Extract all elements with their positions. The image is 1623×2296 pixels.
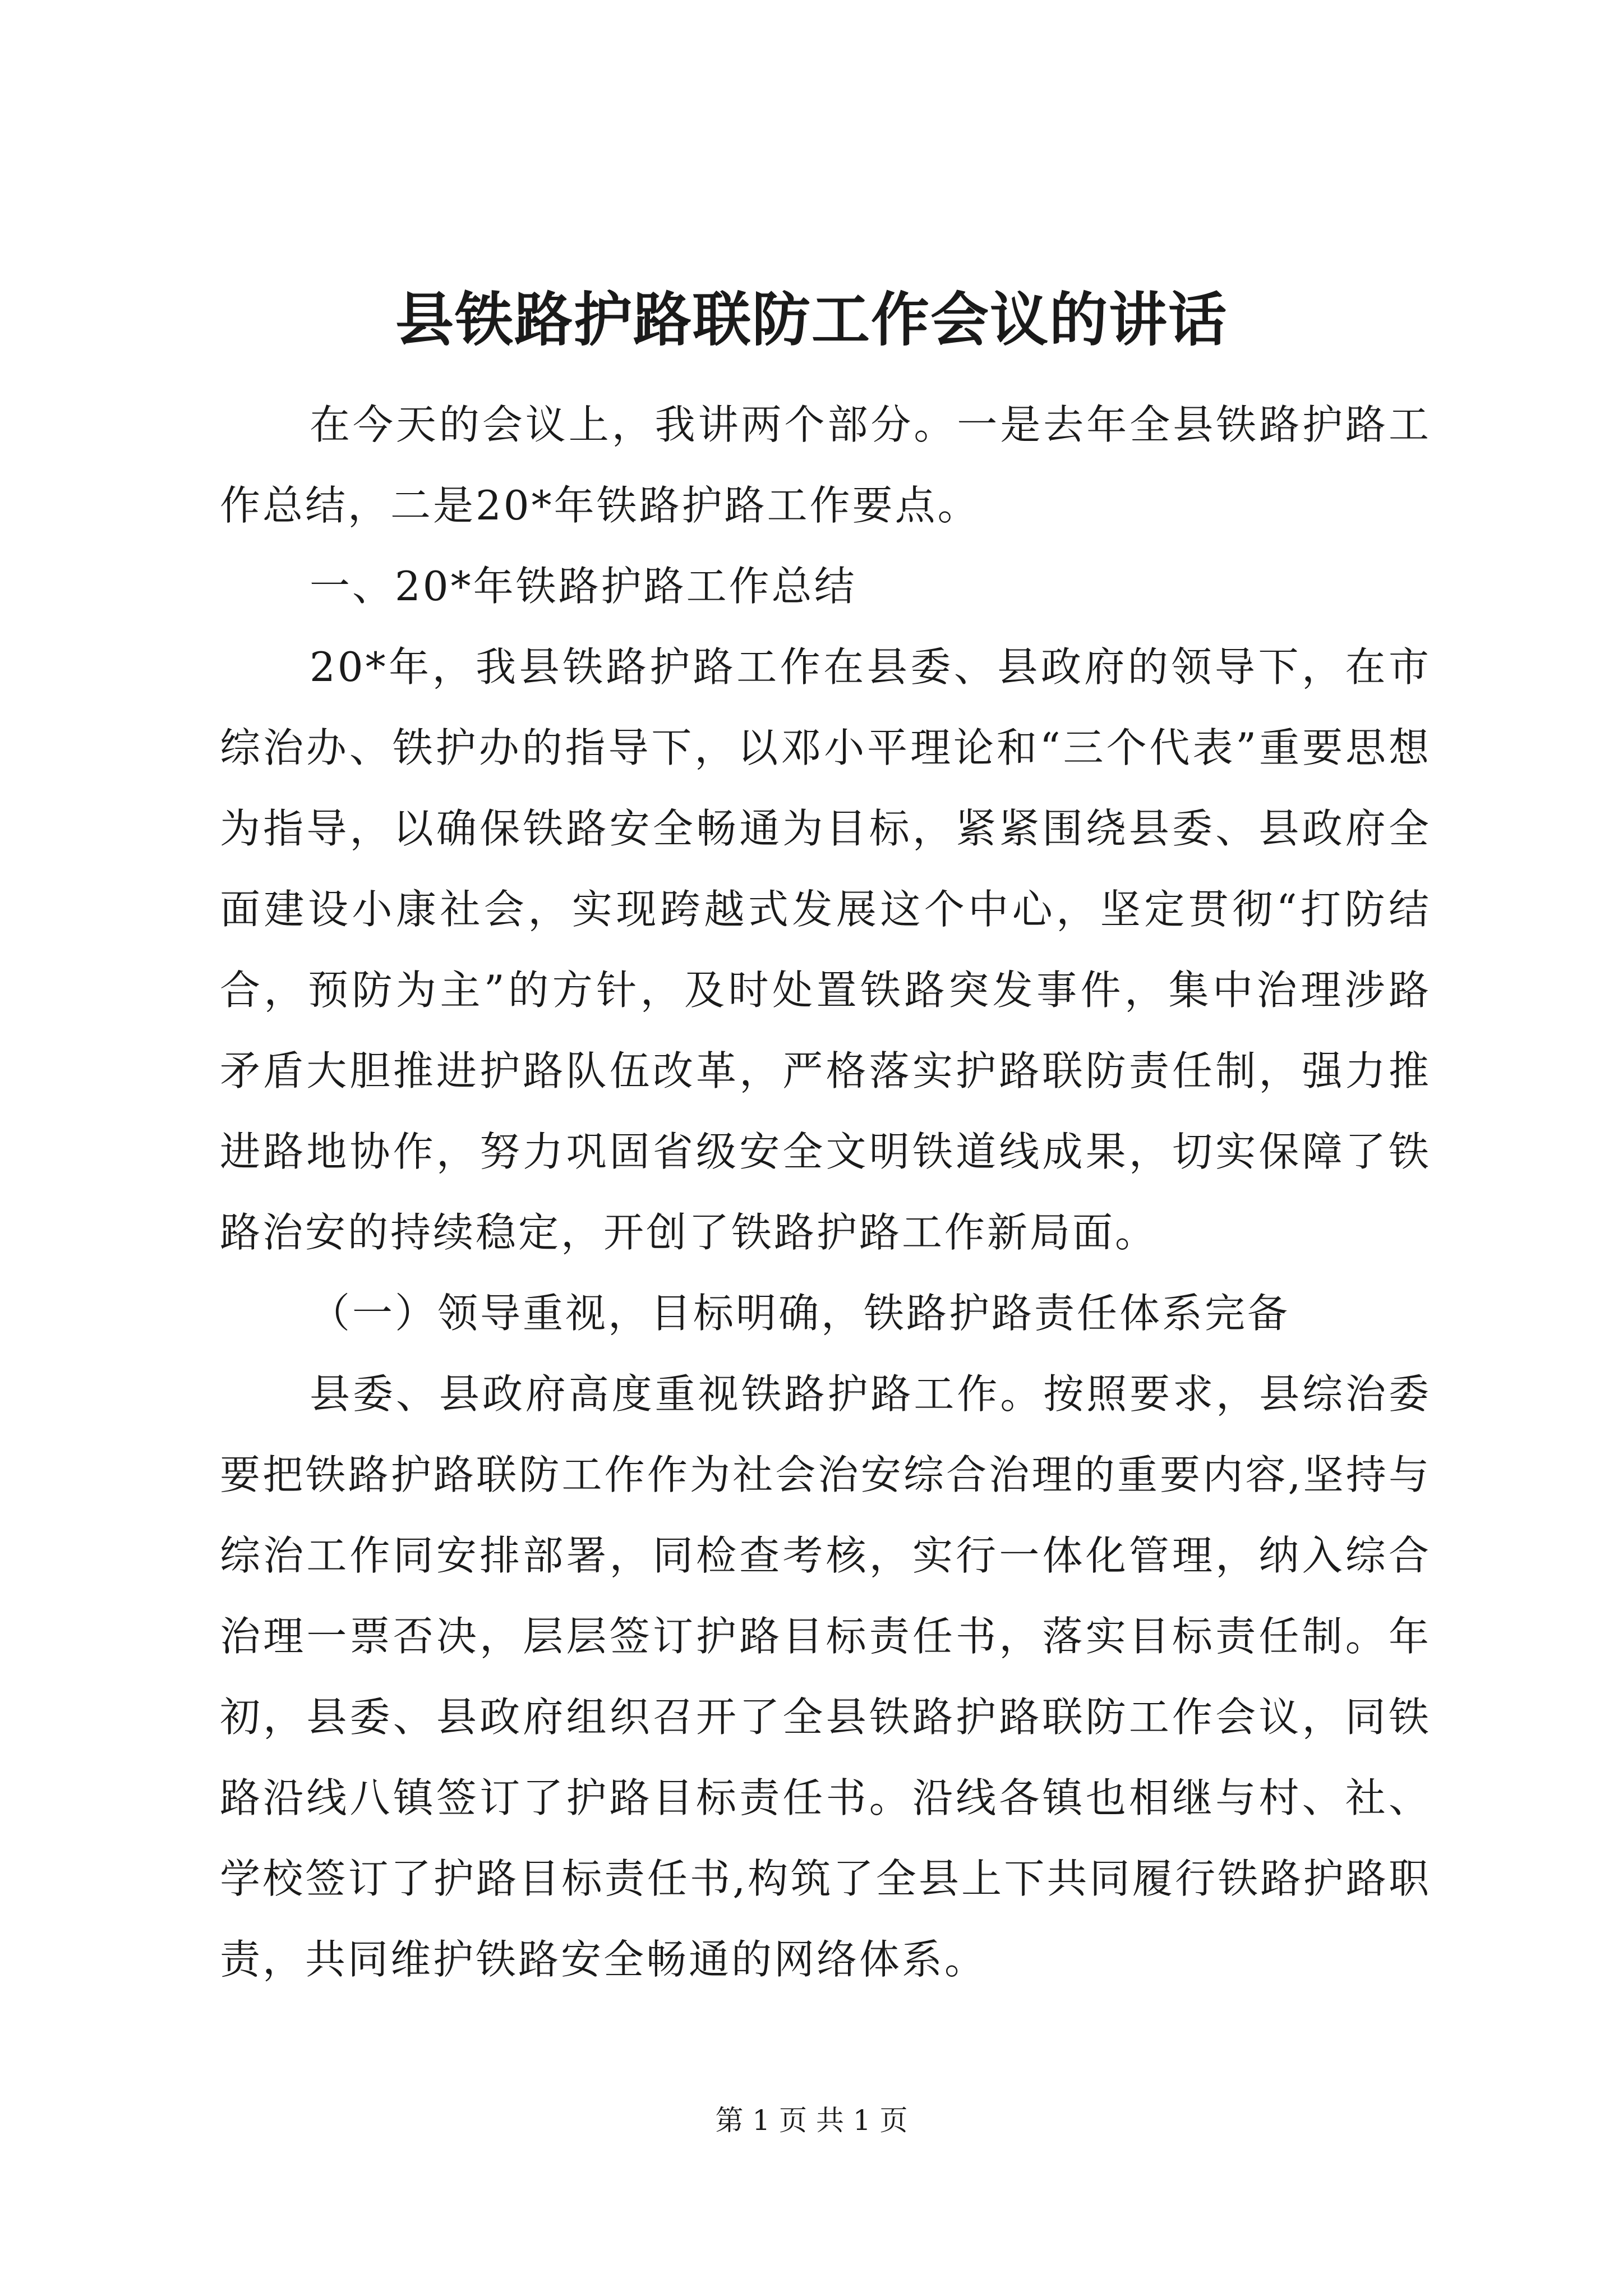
subsection-heading-leadership: （一）领导重视，目标明确，铁路护路责任体系完备 [310,1290,1290,1337]
paragraph-summary: 20*年，我县铁路护路工作在县委、县政府的领导下，在市综治办、铁护办的指导下，以邓小平理论和“三个代表”重要思想为指导，以确保铁路安全畅通为目标，紧紧围绕县委、县政府全面建设小康社会，实现跨越式发展这个中心，坚定贯彻“打防结合，预防为主”的方针，及时处置铁路突发事件，集中治理涉路矛盾大胆推进护路队伍改革，严格落实护路联防责任制，强力推进路地协作，努力巩固省级安全文明铁道线成果，切实保障了铁路治安的持续稳定，开创了铁路护路工作新局面。 [220,643,1431,1256]
paragraph-intro: 在今天的会议上，我讲两个部分。一是去年全县铁路护路工作总结，二是20*年铁路护路工作要点。 [220,401,1431,529]
document-title: 县铁路护路联防工作会议的讲话 [395,285,1228,354]
section-heading-summary: 一、20*年铁路护路工作总结 [310,563,857,610]
document-body [220,384,1431,2000]
paragraph-leadership: 县委、县政府高度重视铁路护路工作。按照要求，县综治委要把铁路护路联防工作作为社会治安综合治理的重要内容,坚持与综治工作同安排部署，同检查考核，实行一体化管理，纳入综合治理一票否决，层层签订护路目标责任书，落实目标责任制。年初，县委、县政府组织召开了全县铁路护路联防工作会议，同铁路沿线八镇签订了护路目标责任书。沿线各镇也相继与村、社、学校签订了护路目标责任书,构筑了全县上下共同履行铁路护路职责，共同维护铁路安全畅通的网络体系。 [220,1370,1431,1983]
page-footer: 第 1 页 共 1 页 [715,2104,908,2137]
